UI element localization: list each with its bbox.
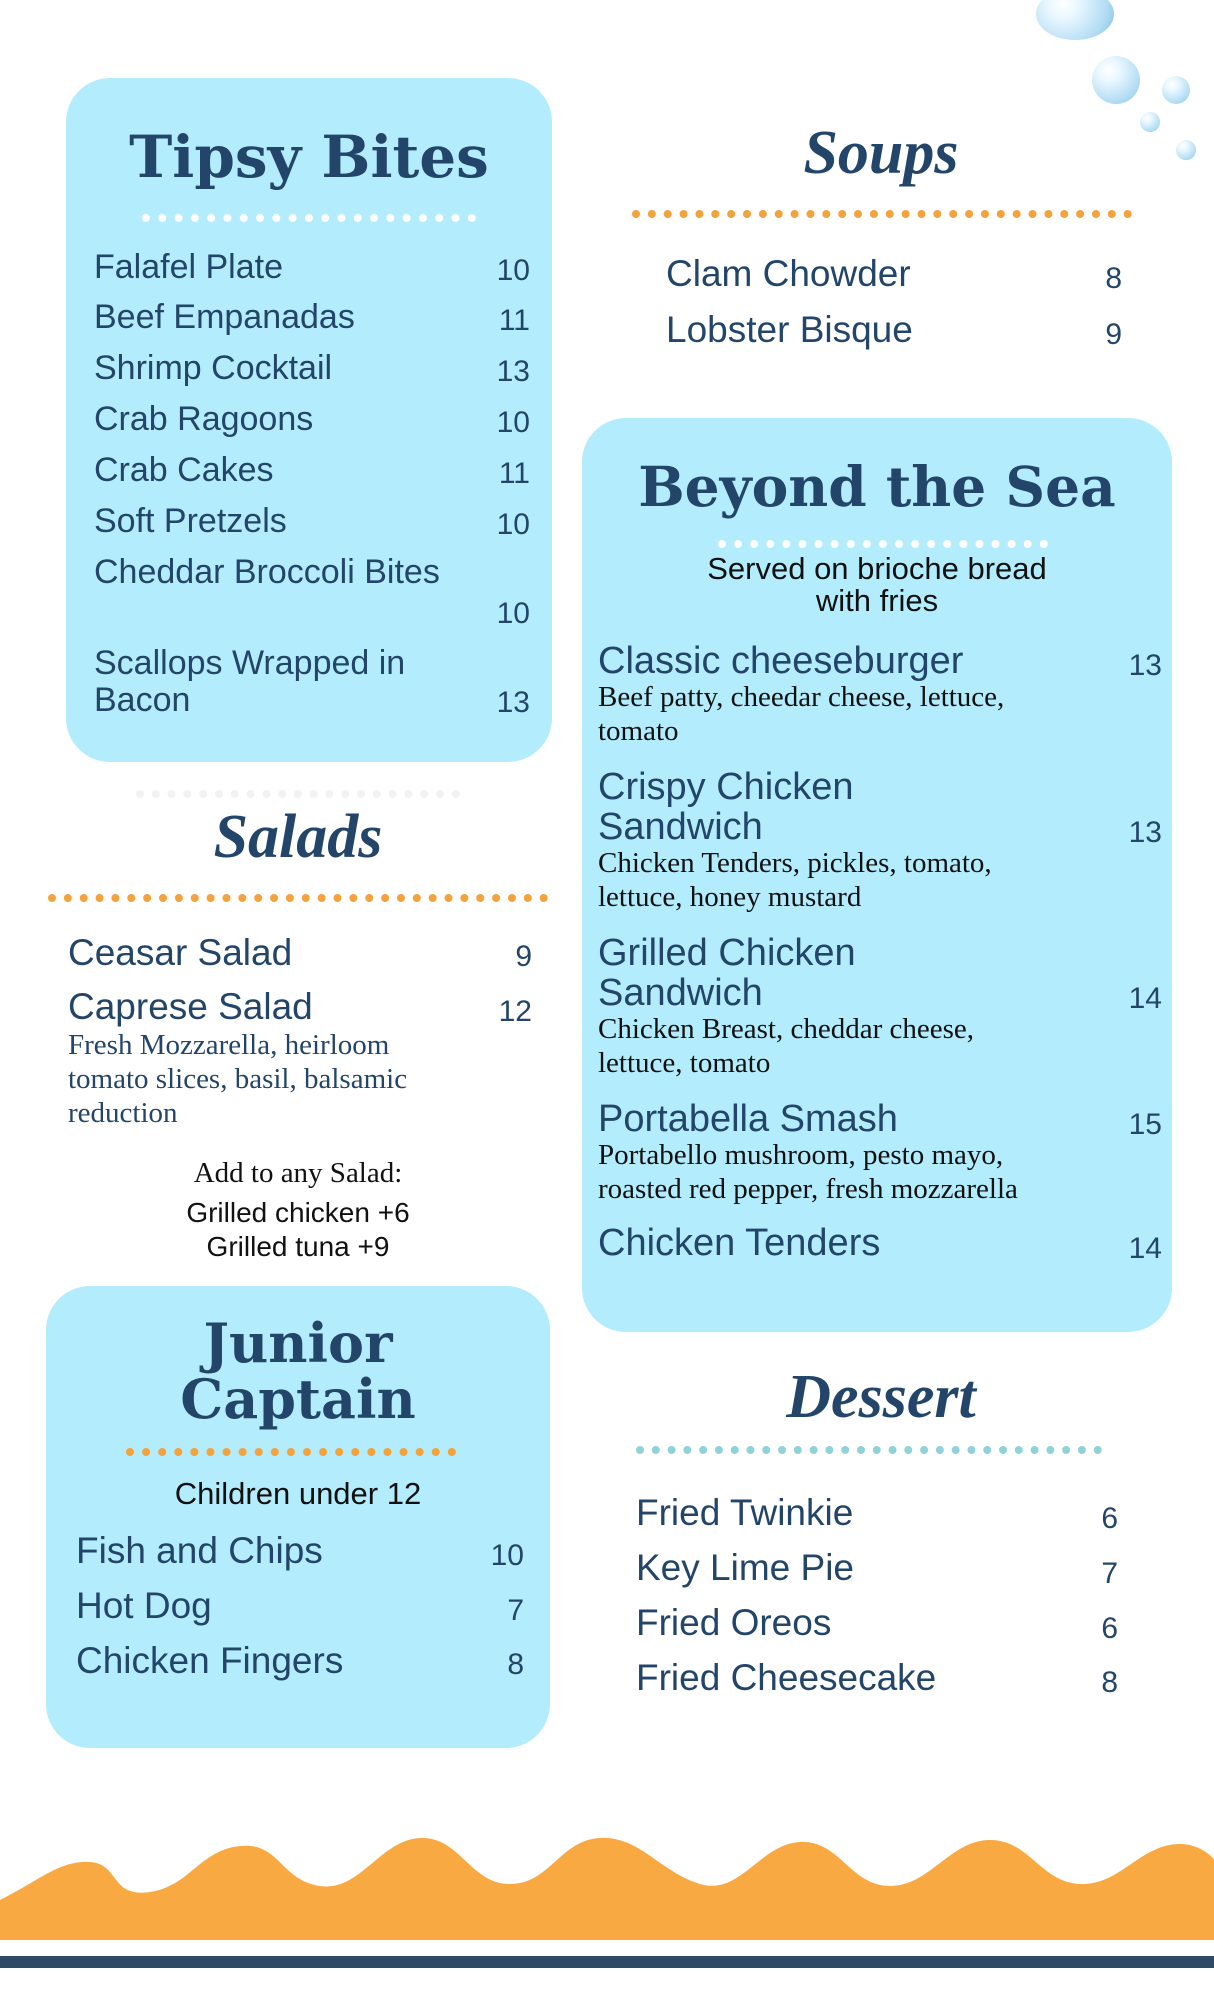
- menu-item-name: Hot Dog: [76, 1585, 212, 1626]
- bubble: [1162, 76, 1190, 104]
- menu-item-price: 10: [496, 597, 530, 630]
- section-title: Dessert: [786, 1363, 976, 1431]
- wave-shape: [0, 1838, 1214, 1940]
- menu-item-price: 14: [1128, 982, 1162, 1015]
- menu-item-name: Scallops Wrapped in: [94, 644, 406, 682]
- menu-item-description: reduction: [68, 1097, 178, 1129]
- menu-item-price: 8: [1101, 1666, 1118, 1699]
- menu-item-price: 10: [496, 508, 530, 541]
- wave-decoration: [0, 1800, 1214, 2000]
- menu-item-name: Chicken Fingers: [76, 1640, 344, 1681]
- addon-heading: Add to any Salad:: [193, 1157, 403, 1189]
- divider: [48, 894, 548, 902]
- menu-item-price: 7: [1101, 1557, 1118, 1590]
- footer-bar: [0, 1956, 1214, 1968]
- section-title: Tipsy Bites: [129, 123, 489, 191]
- menu-item-price: 15: [1128, 1108, 1162, 1141]
- bubble: [1036, 0, 1114, 40]
- menu-item-name: Fish and Chips: [76, 1530, 323, 1571]
- divider: [126, 1448, 456, 1456]
- menu-item-name: Portabella Smash: [598, 1098, 898, 1140]
- menu-item-name: Beef Empanadas: [94, 298, 355, 336]
- menu-item-price: 8: [1105, 262, 1122, 295]
- menu-item-price: 13: [1128, 649, 1162, 682]
- menu-item-price: 11: [498, 457, 530, 490]
- menu-item-name: Falafel Plate: [94, 248, 283, 286]
- menu-item-name: Lobster Bisque: [666, 309, 913, 350]
- junior-captain-panel: [46, 1286, 550, 1748]
- menu-item-price: 13: [1128, 816, 1162, 849]
- divider: [142, 214, 476, 222]
- menu-item-price: 7: [507, 1594, 524, 1627]
- divider: [636, 1446, 1102, 1454]
- menu-item-name: Caprese Salad: [68, 986, 313, 1027]
- menu-item-name: Soft Pretzels: [94, 502, 287, 540]
- menu-item-description: roasted red pepper, fresh mozzarella: [598, 1173, 1018, 1205]
- menu-item-price: 13: [496, 686, 530, 719]
- dessert-section: [620, 1360, 1142, 1710]
- soups-section: [620, 112, 1142, 372]
- menu-item-description: Chicken Tenders, pickles, tomato,: [598, 847, 992, 879]
- section-subtitle: Children under 12: [174, 1476, 422, 1511]
- menu-item-description: lettuce, honey mustard: [598, 881, 862, 913]
- section-title: Junior: [203, 1311, 393, 1375]
- menu-item-name: Sandwich: [598, 806, 763, 848]
- menu-item-description: tomato: [598, 715, 679, 747]
- menu-item-price: 13: [496, 355, 530, 388]
- section-title: Salads: [213, 803, 383, 871]
- menu-item-description: tomato slices, basil, balsamic: [68, 1063, 408, 1095]
- menu-item-name: Clam Chowder: [666, 253, 911, 294]
- menu-item-name: Classic cheeseburger: [598, 640, 964, 682]
- menu-item-description: Beef patty, cheedar cheese, lettuce,: [598, 681, 1005, 713]
- menu-item-name: Crab Cakes: [94, 451, 274, 489]
- section-title: Captain: [180, 1367, 416, 1431]
- menu-item-name: Grilled Chicken: [598, 932, 856, 974]
- section-title: Beyond the Sea: [638, 454, 1116, 519]
- menu-item-name: Fried Cheesecake: [636, 1657, 937, 1698]
- menu-item-name: Ceasar Salad: [68, 932, 293, 973]
- beyond-the-sea-panel: [582, 418, 1172, 1332]
- menu-item-name: Key Lime Pie: [636, 1547, 854, 1588]
- section-title: Soups: [803, 119, 959, 187]
- menu-item-name: Bacon: [94, 681, 191, 719]
- menu-item-description: Chicken Breast, cheddar cheese,: [598, 1013, 975, 1045]
- menu-item-price: 6: [1101, 1612, 1118, 1645]
- divider: [718, 540, 1048, 548]
- menu-item-description: Portabello mushroom, pesto mayo,: [598, 1139, 1004, 1171]
- menu-item-price: 10: [496, 254, 530, 287]
- bubble: [1176, 140, 1196, 160]
- bubble: [1140, 112, 1160, 132]
- menu-item-price: 9: [1105, 318, 1122, 351]
- divider: [632, 210, 1132, 218]
- menu-item-name: Cheddar Broccoli Bites: [94, 553, 440, 591]
- menu-item-name: Fried Twinkie: [636, 1492, 854, 1533]
- tipsy-bites-panel: [66, 78, 552, 762]
- menu-item-name: Chicken Tenders: [598, 1222, 881, 1264]
- section-subtitle: with fries: [815, 583, 939, 618]
- menu-item-name: Sandwich: [598, 972, 763, 1014]
- menu-item-description: lettuce, tomato: [598, 1047, 771, 1079]
- salads-section: [44, 800, 552, 1270]
- menu-item-name: Fried Oreos: [636, 1602, 832, 1643]
- menu-item-price: 12: [498, 995, 532, 1028]
- addon-option: Grilled tuna +9: [206, 1231, 390, 1262]
- menu-item-price: 10: [496, 406, 530, 439]
- menu-item-price: 6: [1101, 1502, 1118, 1535]
- menu-item-price: 10: [490, 1539, 524, 1572]
- faint-divider: [136, 790, 460, 798]
- addon-option: Grilled chicken +6: [186, 1197, 410, 1228]
- menu-item-name: Shrimp Cocktail: [94, 349, 333, 387]
- bubble: [1092, 56, 1140, 104]
- menu-item-price: 14: [1128, 1232, 1162, 1265]
- menu-item-description: Fresh Mozzarella, heirloom: [68, 1029, 390, 1061]
- section-subtitle: Served on brioche bread: [707, 551, 1047, 586]
- menu-item-name: Crab Ragoons: [94, 400, 314, 438]
- menu-item-price: 8: [507, 1648, 524, 1681]
- menu-item-price: 11: [498, 304, 530, 337]
- menu-item-price: 9: [515, 940, 532, 973]
- menu-item-name: Crispy Chicken: [598, 766, 854, 808]
